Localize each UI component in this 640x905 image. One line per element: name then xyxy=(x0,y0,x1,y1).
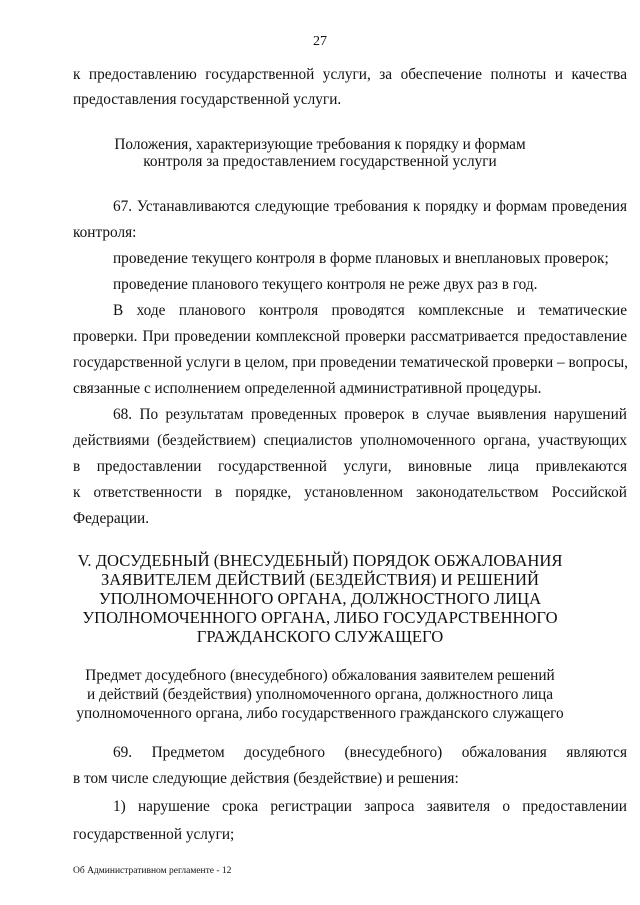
paragraph-line: связанные с исполнением определенной административной процедуры. xyxy=(73,380,542,397)
section-title-line: V. ДОСУДЕБНЫЙ (ВНЕСУДЕБНЫЙ) ПОРЯДОК ОБЖАЛОВАНИЯ xyxy=(77,551,563,570)
section-title-line: ГРАЖДАНСКОГО СЛУЖАЩЕГО xyxy=(196,627,444,646)
paragraph-line: к ответственности в порядке, установленном законодательством Российской xyxy=(73,484,627,501)
paragraph-line: в том числе следующие действия (бездействие) и решения: xyxy=(73,770,459,787)
section-title-line: ЗАЯВИТЕЛЕМ ДЕЙСТВИЙ (БЕЗДЕЙСТВИЯ) И РЕШЕНИЙ xyxy=(100,570,540,589)
paragraph-line: действиями (бездействием) специалистов уполномоченного органа, участвующих xyxy=(73,432,627,449)
subheading-line: и действий (бездействия) уполномоченного органа, должностного лица xyxy=(86,686,554,703)
paragraph-line: контроля: xyxy=(73,224,137,241)
paragraph-line: проведение текущего контроля в форме плановых и внеплановых проверок; xyxy=(113,250,609,267)
paragraph-line: проведение планового текущего контроля не реже двух раз в год. xyxy=(113,276,538,293)
paragraph-line: предоставления государственной услуги. xyxy=(73,91,342,108)
subheading-line: уполномоченного органа, либо государственного гражданского служащего xyxy=(76,705,564,722)
footer-note: Об Административном регламенте - 12 xyxy=(73,866,232,876)
section-title-line: УПОЛНОМОЧЕННОГО ОРГАНА, ДОЛЖНОСТНОГО ЛИЦА xyxy=(98,589,542,608)
paragraph-line: В ходе планового контроля проводятся комплексные и тематические xyxy=(113,302,627,319)
paragraph-line: проверки. При проведении комплексной проверки рассматривается предоставление xyxy=(73,328,627,345)
paragraph-line: к предоставлению государственной услуги, за обеспечение полноты и качества xyxy=(73,66,627,83)
paragraph-line: Федерации. xyxy=(73,510,150,527)
paragraph-line: государственной услуги в целом, при проведении тематической проверки – вопросы, xyxy=(73,354,628,371)
paragraph-line: 69. Предметом досудебного (внесудебного) обжалования являются xyxy=(113,744,627,761)
paragraph-line: 67. Устанавливаются следующие требования к порядку и формам проведения xyxy=(113,198,627,215)
paragraph-line: 68. По результатам проведенных проверок в случае выявления нарушений xyxy=(113,406,627,423)
subheading-line: контроля за предоставлением государственной услуги xyxy=(143,153,497,170)
section-title-line: УПОЛНОМОЧЕННОГО ОРГАНА, ЛИБО ГОСУДАРСТВЕННОГО xyxy=(82,608,558,627)
page-number: 27 xyxy=(313,34,327,49)
list-item-line: государственной услуги; xyxy=(73,826,235,843)
paragraph-line: в предоставлении государственной услуги, виновные лица привлекаются xyxy=(73,458,627,475)
subheading-line: Предмет досудебного (внесудебного) обжалования заявителем решений xyxy=(85,667,555,684)
list-item-line: 1) нарушение срока регистрации запроса заявителя о предоставлении xyxy=(113,798,627,815)
subheading-line: Положения, характеризующие требования к порядку и формам xyxy=(114,136,526,153)
